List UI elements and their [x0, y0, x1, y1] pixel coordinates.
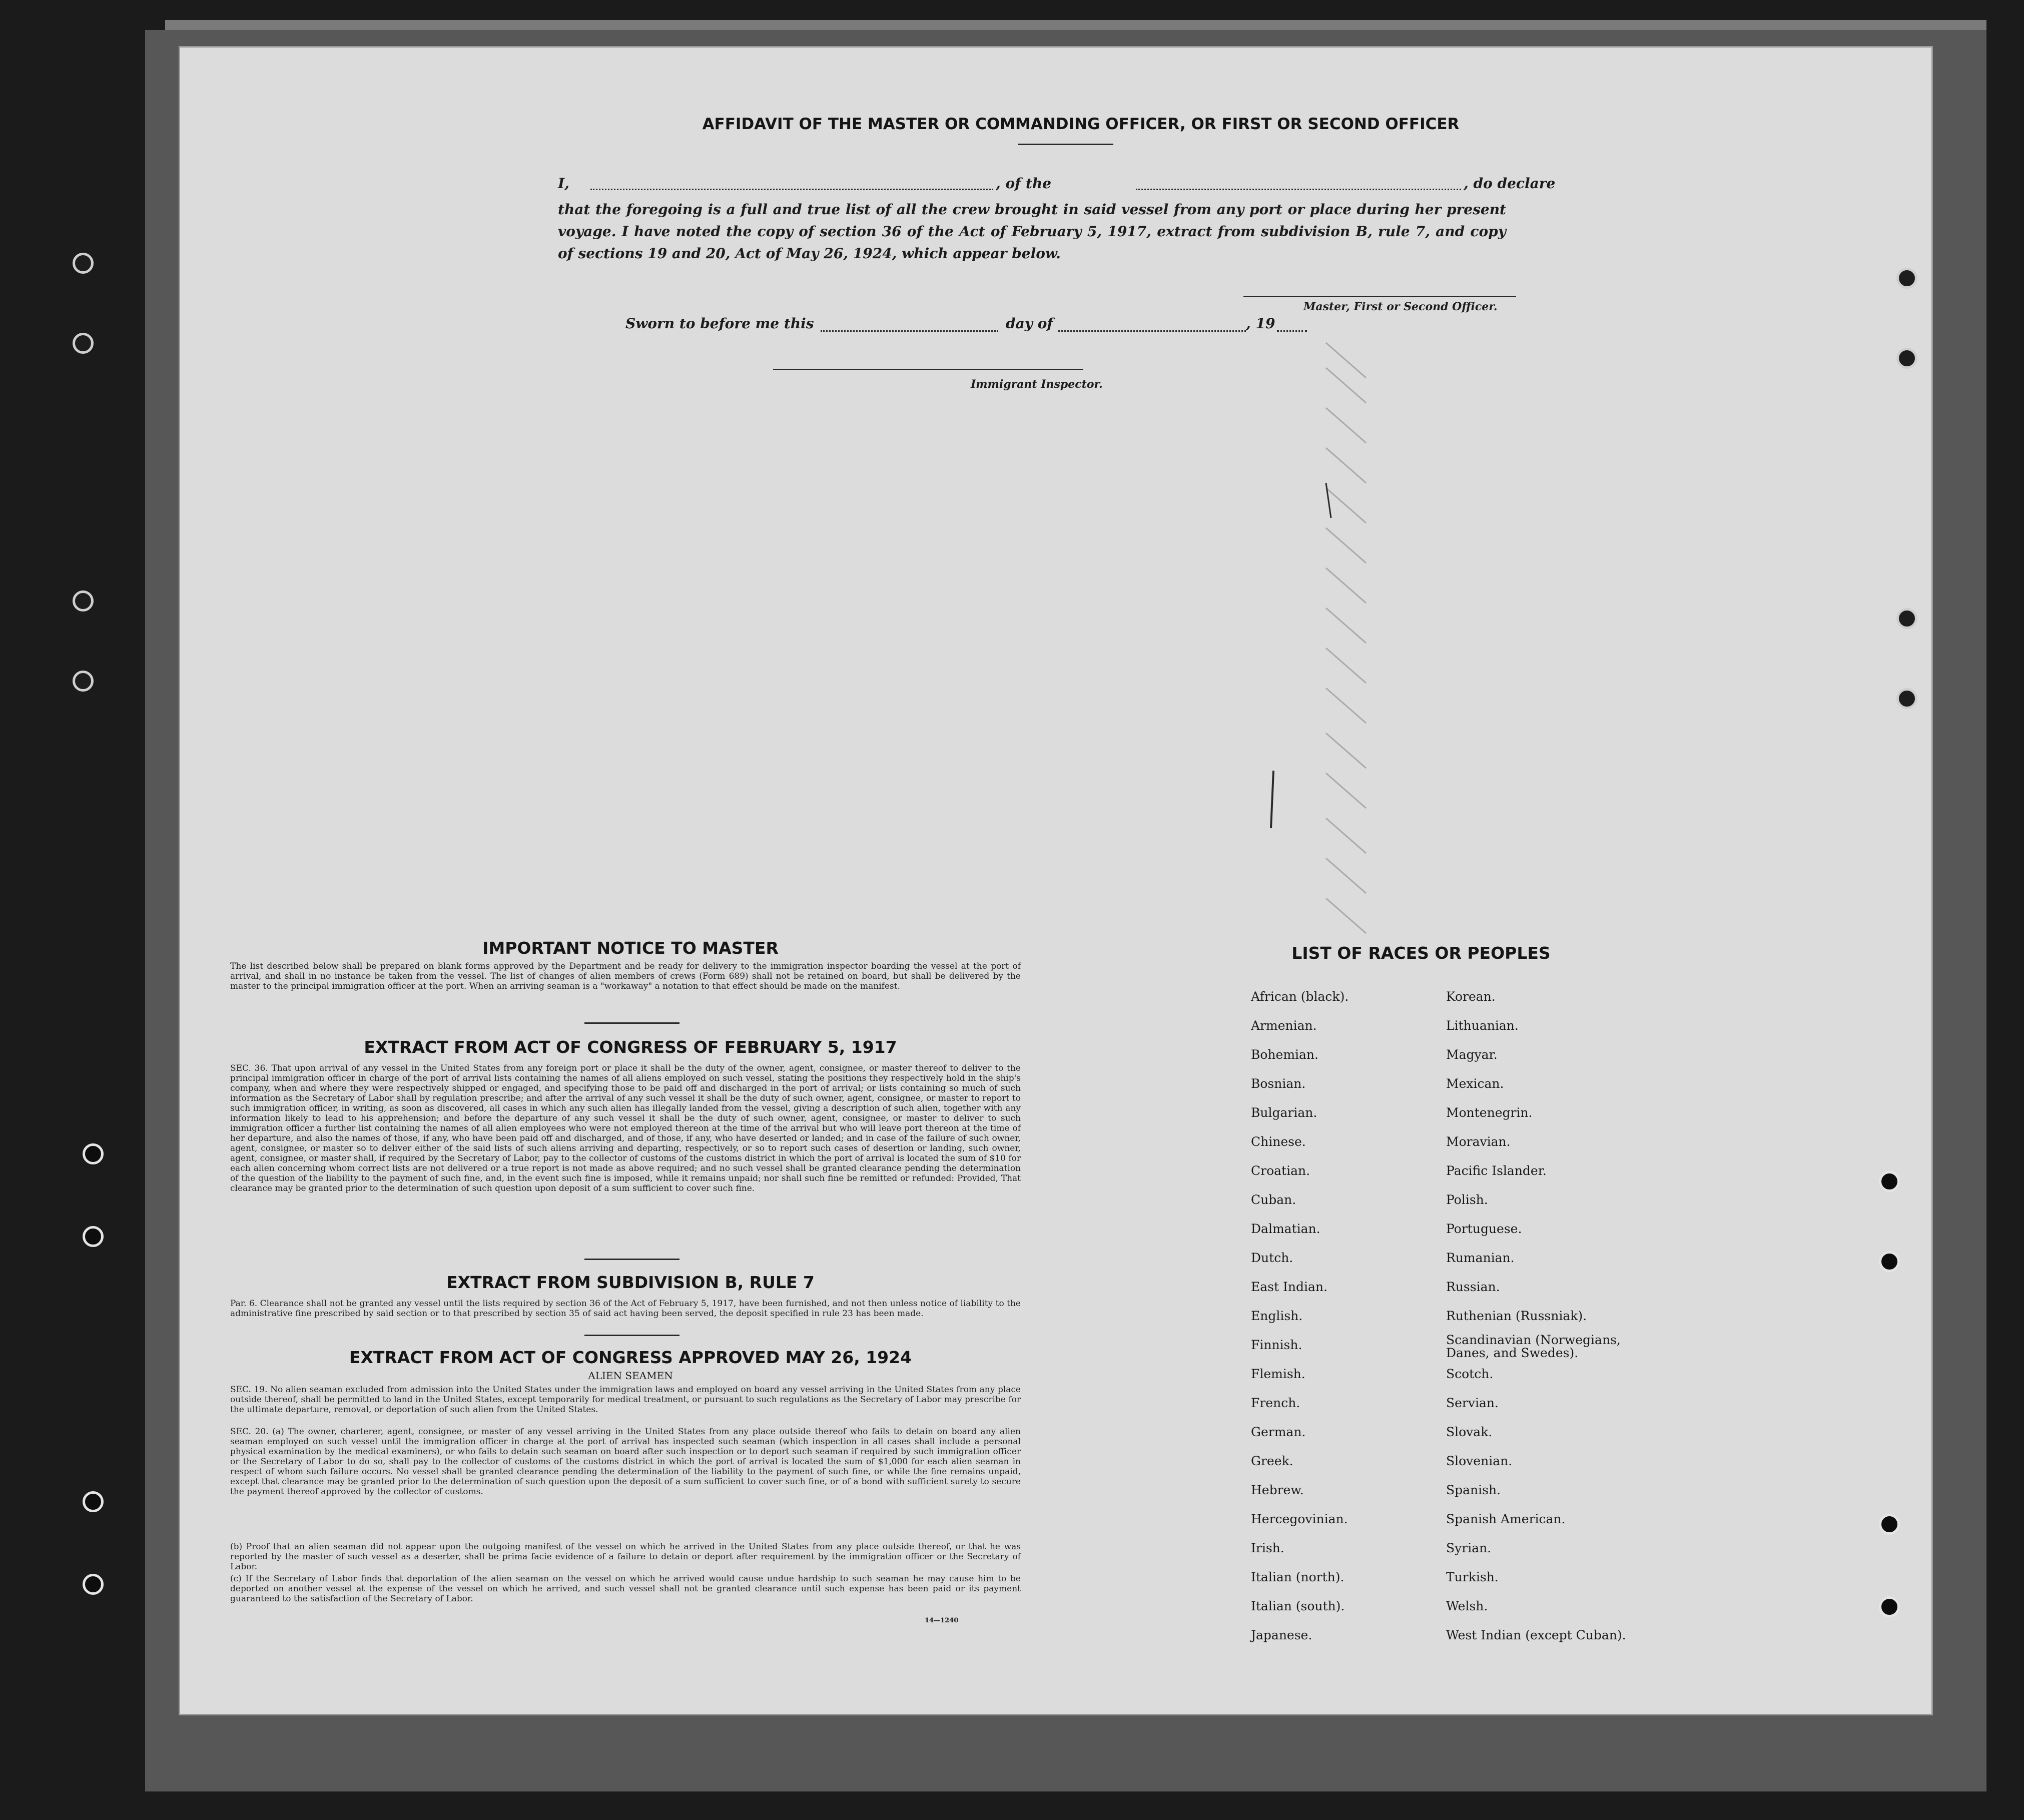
race-item: Croatian. — [1251, 1163, 1310, 1178]
signature-line — [1243, 296, 1516, 297]
race-item: Ruthenian (Russniak). — [1446, 1309, 1587, 1323]
race-item: Italian (north). — [1251, 1570, 1344, 1584]
race-item: Rumanian. — [1446, 1251, 1515, 1265]
divider — [584, 1022, 680, 1024]
document-page — [180, 48, 1931, 1714]
sworn-text: Sworn to before me this — [625, 315, 814, 332]
form-number: 14—1240 — [925, 1617, 959, 1624]
race-item: Turkish. — [1446, 1570, 1499, 1584]
race-item: Hercegovinian. — [1251, 1512, 1348, 1526]
race-item: Bosnian. — [1251, 1076, 1306, 1091]
race-item: Russian. — [1446, 1280, 1500, 1294]
race-item: Montenegrin. — [1446, 1105, 1533, 1120]
race-item: Lithuanian. — [1446, 1018, 1519, 1033]
binder-hole-right — [1879, 1251, 1900, 1272]
divider — [584, 1259, 680, 1260]
extract-1924-title: EXTRACT FROM ACT OF CONGRESS APPROVED MAY 26, 1924 — [349, 1348, 912, 1367]
sworn-day-field — [821, 330, 998, 332]
binder-hole-left — [83, 1143, 104, 1164]
race-item: German. — [1251, 1425, 1306, 1439]
do-declare: , do declare — [1464, 175, 1556, 192]
affidavit-i: I, — [558, 175, 569, 192]
race-item: Bulgarian. — [1251, 1105, 1317, 1120]
race-item: Slovenian. — [1446, 1454, 1513, 1468]
race-item: Magyar. — [1446, 1047, 1498, 1062]
extract-rule7-title: EXTRACT FROM SUBDIVISION B, RULE 7 — [446, 1273, 815, 1292]
race-item: Japanese. — [1251, 1628, 1312, 1642]
binder-hole-right — [1879, 1514, 1900, 1535]
races-title: LIST OF RACES OR PEOPLES — [1291, 943, 1551, 963]
race-item: Portuguese. — [1446, 1222, 1522, 1236]
binder-hole-left — [73, 253, 94, 274]
sec-19-text: SEC. 19. No alien seaman excluded from admission into the United States under the immigration laws and employed on board any vessel arriving in the United States from any place outside thereof, shall be permitted to land in the United States, except temporarily for medical treatment, or pursuant to such regulations as the Secretary of Labor may prescribe for the ultimate departure, removal, or deportation of such alien from the United States. — [230, 1385, 1021, 1415]
race-item: Servian. — [1446, 1396, 1499, 1410]
sworn-day-of: day of — [1006, 315, 1053, 332]
name-field — [590, 189, 993, 190]
affidavit-body: that the foregoing is a full and true list of all the crew brought in said vessel from any port or place during her present voyage. I have noted the copy of section 36 of the Act of February 5, 1917, extract from subdivision B, rule 7, and copy of sections 19 and 20, Act of May 26, 1924, which appear below. — [558, 201, 1506, 262]
extract-1917-text: SEC. 36. That upon arrival of any vessel in the United States from any foreign port or place it shall be the duty of the owner, agent, consignee, or master thereof to deliver to the principal immigration officer in charge of the port of arrival lists containing the names of all aliens employed on such vessel, stating the positions they respectively hold in the ship's company, when and where they were respectively shipped or engaged, and specifying those to be paid off and discharged in the port of arrival; or lists containing so much of such information as the Secretary of Labor shall by regulation prescribe; and after the arrival of any such vessel it shall be the duty of such owner, agent, consignee, or master to report to such immigration officer, in writing, as soon as discovered, all cases in which any such alien has illegally landed from the vessel, giving a description of such alien, together with any information likely to lead to his apprehension; and before the departure of any such vessel it shall be the duty of such owner, agent, consignee, or master to deliver to such immigration officer a further list containing the names of all alien employees who were not employed thereon at the time of the arrival but who will leave port thereon at the time of her departure, and also the names of those, if any, who have been paid off and discharged, and of those, if any, who have deserted or landed; and in case of the failure of such owner, agent, consignee, or master so to deliver either of the said lists of such aliens arriving and departing, respectively, or so to report such cases of desertion or landing, such owner, agent, consignee, or master shall, if required by the Secretary of Labor, pay to the collector of customs of the customs district in which the port of arrival is located the sum of $10 for each alien concerning whom correct lists are not delivered or a true report is not made as above required; and no such vessel shall be granted clearance pending the determination of the question of the liability to the payment of such fine, and, in the event such fine is imposed, while it remains unpaid; nor shall such fine be remitted or refunded: Provided, That clearance may be granted prior to the determination of such question upon deposit of a sum sufficient to cover such fine. — [230, 1063, 1021, 1193]
race-item: Dalmatian. — [1251, 1222, 1320, 1236]
sec-20a-text: SEC. 20. (a) The owner, charterer, agent, consignee, or master of any vessel arriving in the United States from any place outside thereof who fails to detain on board any alien seaman employed on such vessel until the immigration officer in charge at the port of arrival has inspected such seaman (which inspection in all cases shall include a personal physical examination by the medical examiners), or who fails to detain such seaman on board after such inspection or to deport such seaman if required by such immigration officer or the Secretary of Labor to do so, shall pay to the collector of customs of the customs district in which the port of arrival is located the sum of $1,000 for each alien seaman in respect of whom such failure occurs. No vessel shall be granted clearance pending the determination of the liability to the payment of such fine, or while the fine remains unpaid, except that clearance may be granted prior to the determination of such question upon the deposit of a sum sufficient to cover such fine, or of a bond with sufficient surety to secure the payment thereof approved by the collector of customs. — [230, 1427, 1021, 1497]
race-item: Irish. — [1251, 1541, 1284, 1555]
vessel-field — [1136, 189, 1461, 190]
divider — [584, 1335, 680, 1336]
race-item: Spanish American. — [1446, 1512, 1566, 1526]
binder-hole-right — [1896, 688, 1917, 709]
binder-hole-right — [1896, 608, 1917, 629]
extract-rule7-text: Par. 6. Clearance shall not be granted any vessel until the lists required by section 36 of the Act of February 5, 1917, have been furnished, and not then unless notice of liability to the administrative fine prescribed by said section or to that prescribed by section 35 of said act having been served, the deposit specified in rule 23 has been made. — [230, 1299, 1021, 1319]
extract-1917-title: EXTRACT FROM ACT OF CONGRESS OF FEBRUARY 5, 1917 — [364, 1037, 897, 1057]
binder-hole-right — [1896, 268, 1917, 289]
race-item: Cuban. — [1251, 1192, 1296, 1207]
race-item: Polish. — [1446, 1192, 1488, 1207]
race-item: Spanish. — [1446, 1483, 1501, 1497]
binder-hole-left — [73, 671, 94, 692]
race-item: West Indian (except Cuban). — [1446, 1628, 1626, 1642]
of-the: , of the — [996, 175, 1052, 192]
race-item: Korean. — [1446, 989, 1496, 1004]
binder-hole-left — [73, 590, 94, 612]
race-item: English. — [1251, 1309, 1303, 1323]
race-item: Chinese. — [1251, 1134, 1306, 1149]
binder-hole-left — [83, 1491, 104, 1512]
binder-hole-right — [1879, 1596, 1900, 1617]
divider — [1018, 144, 1113, 145]
race-item: Flemish. — [1251, 1367, 1305, 1381]
binder-hole-right — [1879, 1171, 1900, 1192]
race-item: Greek. — [1251, 1454, 1293, 1468]
binder-hole-left — [83, 1574, 104, 1595]
race-item: Hebrew. — [1251, 1483, 1304, 1497]
inspector-signature-line — [773, 369, 1083, 370]
race-item: Scotch. — [1446, 1367, 1494, 1381]
race-item: Pacific Islander. — [1446, 1163, 1547, 1178]
race-item: East Indian. — [1251, 1280, 1327, 1294]
race-item: Scandinavian (Norwegians, Danes, and Swedes). — [1446, 1333, 1621, 1360]
race-item: Mexican. — [1446, 1076, 1504, 1091]
affidavit-title: AFFIDAVIT OF THE MASTER OR COMMANDING OFFICER, OR FIRST OR SECOND OFFICER — [702, 115, 1460, 133]
race-item: Bohemian. — [1251, 1047, 1318, 1062]
sworn-year-field — [1277, 330, 1307, 332]
inspector-label: Immigrant Inspector. — [971, 378, 1103, 391]
sec-20c-text: (c) If the Secretary of Labor finds that deportation of the alien seaman on the vessel on which he arrived would cause undue hardship to such seaman he may cause him to be deported on another vessel at the expense of the vessel on which he arrived, and such vessel shall not be granted clearance until such expense has been paid or its payment guaranteed to the satisfaction of the Secretary of Labor. — [230, 1574, 1021, 1604]
race-item: African (black). — [1251, 989, 1349, 1004]
race-item: Dutch. — [1251, 1251, 1293, 1265]
notice-title: IMPORTANT NOTICE TO MASTER — [482, 938, 779, 958]
notice-text: The list described below shall be prepared on blank forms approved by the Department and be ready for delivery to the immigration inspector boarding the vessel at the port of arrival, and shall in no instance be taken from the vessel. The list of changes of alien members of crews (Form 689) shall not be retained on board, but shall be delivered by the master to the principal immigration officer at the port. When an arriving seaman is a "workaway" a notation to that effect should be made on the manifest. — [230, 961, 1021, 991]
race-item: Syrian. — [1446, 1541, 1492, 1555]
race-item: Finnish. — [1251, 1338, 1302, 1352]
race-item: Slovak. — [1446, 1425, 1493, 1439]
master-signature-label: Master, First or Second Officer. — [1303, 300, 1498, 313]
race-item: Armenian. — [1251, 1018, 1317, 1033]
race-item: Welsh. — [1446, 1599, 1488, 1613]
extract-1924-subtitle: ALIEN SEAMEN — [588, 1370, 673, 1382]
binder-hole-right — [1896, 348, 1917, 369]
sec-20b-text: (b) Proof that an alien seaman did not appear upon the outgoing manifest of the vessel on which he arrived in the United States from any place outside thereof, or that he was reported by the master of such vessel as a deserter, shall be prima facie evidence of a failure to detain or deport after requirement by the immigration officer or the Secretary of Labor. — [230, 1542, 1021, 1572]
sworn-month-field — [1058, 330, 1246, 332]
sworn-year: , 19 — [1246, 315, 1275, 332]
binder-hole-left — [83, 1226, 104, 1247]
race-item: Moravian. — [1446, 1134, 1511, 1149]
binder-hole-left — [73, 333, 94, 354]
race-item: Italian (south). — [1251, 1599, 1345, 1613]
race-item: French. — [1251, 1396, 1300, 1410]
